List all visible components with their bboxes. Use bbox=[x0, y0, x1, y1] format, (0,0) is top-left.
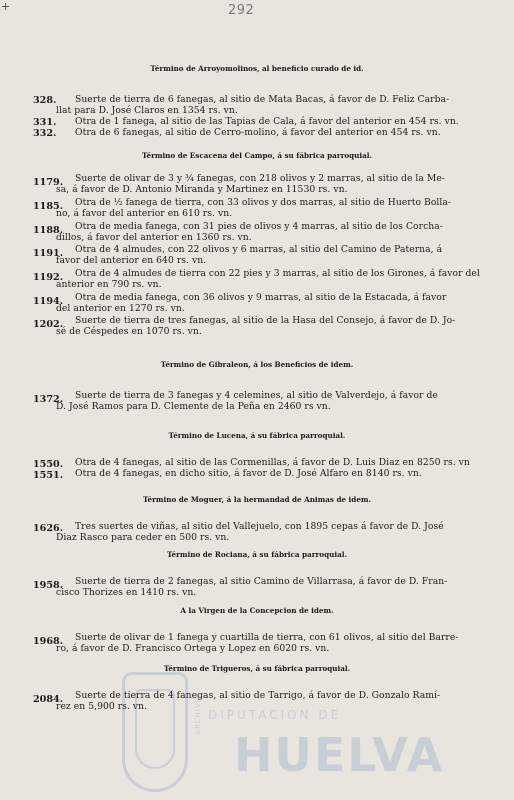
watermark-sub-text: DIPUTACIÓN DE bbox=[208, 708, 342, 722]
entry-line: Otra de 4 almudes, con 22 olivos y 6 marras, al sitio del Camino de Paterna, á bbox=[75, 244, 443, 255]
entry-line: Otra de 6 fanegas, al sitio de Cerro-molino, á favor del anterior en 454 rs. vn. bbox=[75, 127, 441, 138]
entry-line: Suerte de tierra de 3 fanegas y 4 celemines, al sitio de Valverdejo, á favor de bbox=[75, 390, 438, 401]
section-title-moguer: Término de Moguer, á la hermandad de Animas de idem. bbox=[143, 495, 371, 504]
entry-number: 1191. bbox=[33, 248, 64, 259]
entry-line: no, á favor del anterior en 610 rs. vn. bbox=[56, 208, 233, 219]
entry-number: 1188. bbox=[33, 225, 64, 236]
entry-line: Suerte de tierra de 6 fanegas, al sitio de Mata Bacas, á favor de D. Feliz Carba- bbox=[75, 94, 450, 105]
entry-line: cisco Thorizes en 1410 rs. vn. bbox=[56, 587, 197, 598]
entry-number: 1550. bbox=[33, 459, 64, 470]
entry-number: 1185. bbox=[33, 201, 64, 212]
entry-number: 1194. bbox=[33, 296, 64, 307]
watermark-main-text: HUELVA bbox=[234, 728, 445, 782]
entry-line: Otra de media fanega, con 36 olivos y 9 marras, al sitio de la Estacada, á favor bbox=[75, 292, 447, 303]
entry-number: 1551. bbox=[33, 470, 64, 481]
entry-line: llat para D. José Claros en 1354 rs. vn. bbox=[56, 105, 238, 116]
entry-line: D. José Ramos para D. Clemente de la Peña en 2460 rs vn. bbox=[56, 401, 331, 412]
pencil-page-number: 292 bbox=[228, 3, 255, 18]
corner-mark: + bbox=[1, 0, 11, 13]
section-title-trigueros: Término de Trigueros, á su fábrica parroquial. bbox=[163, 664, 351, 673]
section-title-escacena: Término de Escacena del Campo, á su fábrica parroquial. bbox=[141, 151, 373, 160]
entry-line: Otra de media fanega, con 31 pies de olivos y 4 marras, al sitio de los Corcha- bbox=[75, 221, 443, 232]
entry-number: 1179. bbox=[33, 177, 64, 188]
entry-line: Suerte de olivar de 3 y ¾ fanegas, con 218 olivos y 2 marras, al sitio de la Me- bbox=[75, 173, 446, 184]
entry-line: Suerte de tierra de 4 fanegas, al sitio de Tarrigo, á favor de D. Gonzalo Ramí- bbox=[75, 690, 441, 701]
entry-line: Otra de ½ fanega de tierra, con 33 olivos y dos marras, al sitio de Huerto Bolla- bbox=[75, 197, 452, 208]
entry-line: sa, á favor de D. Antonio Miranda y Martinez en 11530 rs. vn. bbox=[56, 184, 348, 195]
entry-line: Suerte de tierra de tres fanegas, al sitio de la Hasa del Consejo, á favor de D. Jo- bbox=[75, 315, 456, 326]
section-title-rociana: Término de Rociana, á su fábrica parroquial. bbox=[167, 550, 347, 559]
entry-line: Suerte de tierra de 2 fanegas, al sitio Camino de Villarrasa, á favor de D. Fran- bbox=[75, 576, 448, 587]
entry-line: dillos, á favor del anterior en 1360 rs. vn. bbox=[56, 232, 252, 243]
section-title-virgen-concepcion: A la Virgen de la Concepcion de idem. bbox=[180, 606, 334, 615]
entry-number: 332. bbox=[33, 128, 57, 139]
entry-number: 1958. bbox=[33, 580, 64, 591]
entry-line: Otra de 4 fanegas, al sitio de las Cormenillas, á favor de D. Luis Diaz en 8250 rs. vn bbox=[75, 457, 470, 468]
watermark-side-text: ARCHIVO bbox=[194, 696, 202, 735]
entry-line: Suerte de olivar de 1 fanega y cuartilla de tierra, con 61 olivos, al sitio del Barre- bbox=[75, 632, 459, 643]
entry-number: 2084. bbox=[33, 694, 64, 705]
entry-line: Otra de 4 almudes de tierra con 22 pies y 3 marras, al sitio de los Girones, á favor del bbox=[75, 268, 480, 279]
entry-line: rez en 5,900 rs. vn. bbox=[56, 701, 148, 712]
section-title-gibraleon: Término de Gibraleon, á los Beneficios de idem. bbox=[160, 360, 354, 369]
section-title-arroyomolinos: Término de Arroyomolinos, al beneficio curado de id. bbox=[150, 64, 364, 73]
entry-number: 1968. bbox=[33, 636, 64, 647]
entry-line: Tres suertes de viñas, al sitio del Vallejuelo, con 1895 cepas á favor de D. José bbox=[75, 521, 444, 532]
entry-line: del anterior en 1270 rs. vn. bbox=[56, 303, 185, 314]
section-title-lucena: Término de Lucena, á su fábrica parroquial. bbox=[168, 431, 346, 440]
entry-line: anterior en 790 rs. vn. bbox=[56, 279, 162, 290]
entry-number: 1626. bbox=[33, 523, 64, 534]
entry-line: Diaz Rasco para ceder en 500 rs. vn. bbox=[56, 532, 230, 543]
entry-number: 1202. bbox=[33, 319, 64, 330]
entry-number: 1372. bbox=[33, 394, 64, 405]
entry-number: 331. bbox=[33, 117, 57, 128]
entry-number: 328. bbox=[33, 95, 57, 106]
entry-line: sé de Céspedes en 1070 rs. vn. bbox=[56, 326, 202, 337]
entry-line: ro, á favor de D. Francisco Ortega y Lopez en 6020 rs. vn. bbox=[56, 643, 330, 654]
entry-line: favor del anterior en 640 rs. vn. bbox=[56, 255, 207, 266]
entry-line: Otra de 4 fanegas, en dicho sitio, á favor de D. José Alfaro en 8140 rs. vn. bbox=[75, 468, 422, 479]
entry-number: 1192. bbox=[33, 272, 64, 283]
entry-line: Otra de 1 fanega, al sitio de las Tapias de Cala, á favor del anterior en 454 rs. vn. bbox=[75, 116, 459, 127]
